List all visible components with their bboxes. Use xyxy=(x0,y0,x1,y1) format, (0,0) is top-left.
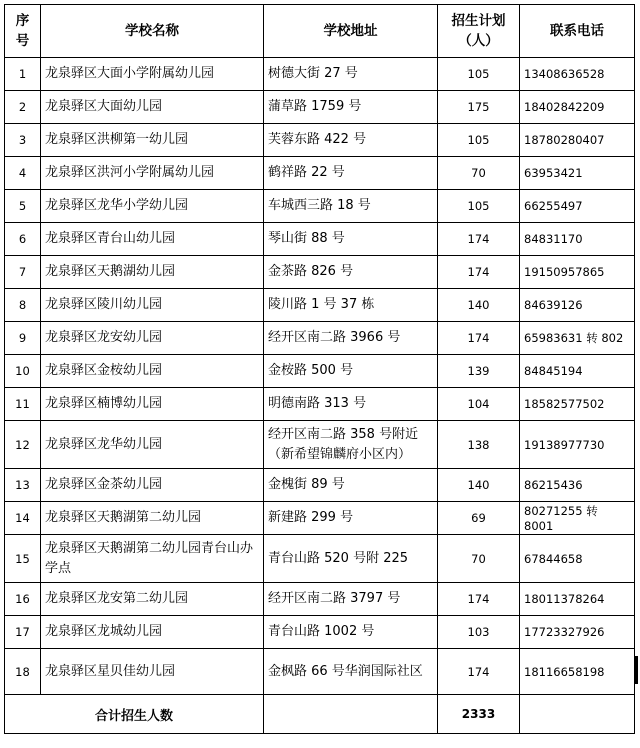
row-school-name: 龙泉驿区天鹅湖幼儿园 xyxy=(41,256,264,289)
row-phone: 67844658 xyxy=(520,535,635,583)
table-row xyxy=(5,502,635,535)
row-phone: 18582577502 xyxy=(520,388,635,421)
row-phone: 18780280407 xyxy=(520,124,635,157)
row-phone: 63953421 xyxy=(520,157,635,190)
table-row xyxy=(5,469,635,502)
row-phone: 84845194 xyxy=(520,355,635,388)
row-enrollment-plan: 175 xyxy=(438,91,520,124)
row-seq: 11 xyxy=(5,388,41,421)
table-row xyxy=(5,91,635,124)
table-row xyxy=(5,388,635,421)
row-school-name: 龙泉驿区金茶幼儿园 xyxy=(41,469,264,502)
row-seq: 10 xyxy=(5,355,41,388)
row-phone: 84831170 xyxy=(520,223,635,256)
header-row xyxy=(5,5,635,58)
row-phone: 19138977730 xyxy=(520,421,635,469)
header-seq: 序号 xyxy=(5,5,41,58)
table-row xyxy=(5,322,635,355)
row-phone: 18011378264 xyxy=(520,583,635,616)
table-row xyxy=(5,421,635,469)
table-row xyxy=(5,355,635,388)
row-school-address: 树德大街 27 号 xyxy=(264,58,438,91)
row-enrollment-plan: 140 xyxy=(438,469,520,502)
row-school-address: 新建路 299 号 xyxy=(264,502,438,535)
row-seq: 14 xyxy=(5,502,41,535)
row-school-name: 龙泉驿区天鹅湖第二幼儿园 xyxy=(41,502,264,535)
row-enrollment-plan: 174 xyxy=(438,322,520,355)
table-row xyxy=(5,616,635,649)
header-enrollment-plan: 招生计划（人） xyxy=(438,5,520,58)
row-seq: 15 xyxy=(5,535,41,583)
row-school-address: 琴山街 88 号 xyxy=(264,223,438,256)
row-enrollment-plan: 174 xyxy=(438,583,520,616)
row-school-address: 蒲草路 1759 号 xyxy=(264,91,438,124)
row-school-address: 金枫路 66 号华润国际社区 xyxy=(264,649,438,695)
table-row xyxy=(5,583,635,616)
table-row xyxy=(5,223,635,256)
row-seq: 3 xyxy=(5,124,41,157)
row-seq: 7 xyxy=(5,256,41,289)
row-school-address: 金茶路 826 号 xyxy=(264,256,438,289)
row-school-name: 龙泉驿区楠博幼儿园 xyxy=(41,388,264,421)
row-seq: 18 xyxy=(5,649,41,695)
table-row xyxy=(5,124,635,157)
row-school-name: 龙泉驿区洪河小学附属幼儿园 xyxy=(41,157,264,190)
border-edge-mark xyxy=(634,656,638,684)
row-enrollment-plan: 105 xyxy=(438,124,520,157)
row-phone: 66255497 xyxy=(520,190,635,223)
table-row xyxy=(5,535,635,583)
row-phone: 17723327926 xyxy=(520,616,635,649)
header-phone: 联系电话 xyxy=(520,5,635,58)
row-enrollment-plan: 69 xyxy=(438,502,520,535)
table-row xyxy=(5,289,635,322)
row-enrollment-plan: 140 xyxy=(438,289,520,322)
row-phone: 65983631 转 802 xyxy=(520,322,635,355)
row-seq: 2 xyxy=(5,91,41,124)
row-school-name: 龙泉驿区大面小学附属幼儿园 xyxy=(41,58,264,91)
row-enrollment-plan: 138 xyxy=(438,421,520,469)
row-school-name: 龙泉驿区天鹅湖第二幼儿园青台山办学点 xyxy=(41,535,264,583)
row-seq: 6 xyxy=(5,223,41,256)
row-phone: 19150957865 xyxy=(520,256,635,289)
row-school-name: 龙泉驿区陵川幼儿园 xyxy=(41,289,264,322)
total-phone-cell xyxy=(520,695,635,734)
total-value: 2333 xyxy=(438,695,520,734)
row-seq: 4 xyxy=(5,157,41,190)
table-row xyxy=(5,157,635,190)
row-school-name: 龙泉驿区龙安幼儿园 xyxy=(41,322,264,355)
row-enrollment-plan: 70 xyxy=(438,157,520,190)
row-enrollment-plan: 139 xyxy=(438,355,520,388)
row-phone: 80271255 转 8001 xyxy=(520,502,635,535)
row-school-address: 陵川路 1 号 37 栋 xyxy=(264,289,438,322)
row-school-address: 青台山路 1002 号 xyxy=(264,616,438,649)
total-label: 合计招生人数 xyxy=(5,695,264,734)
row-seq: 5 xyxy=(5,190,41,223)
row-phone: 86215436 xyxy=(520,469,635,502)
row-school-name: 龙泉驿区龙华小学幼儿园 xyxy=(41,190,264,223)
row-school-address: 经开区南二路 3966 号 xyxy=(264,322,438,355)
row-phone: 18402842209 xyxy=(520,91,635,124)
row-school-address: 芙蓉东路 422 号 xyxy=(264,124,438,157)
header-school-name: 学校名称 xyxy=(41,5,264,58)
row-school-name: 龙泉驿区青台山幼儿园 xyxy=(41,223,264,256)
row-school-name: 龙泉驿区龙安第二幼儿园 xyxy=(41,583,264,616)
header-school-address: 学校地址 xyxy=(264,5,438,58)
row-seq: 12 xyxy=(5,421,41,469)
row-school-address: 车城西三路 18 号 xyxy=(264,190,438,223)
row-school-name: 龙泉驿区金桉幼儿园 xyxy=(41,355,264,388)
total-row xyxy=(5,695,635,734)
row-school-address: 青台山路 520 号附 225 xyxy=(264,535,438,583)
row-seq: 8 xyxy=(5,289,41,322)
row-school-name: 龙泉驿区星贝佳幼儿园 xyxy=(41,649,264,695)
enrollment-table xyxy=(4,4,635,734)
row-seq: 16 xyxy=(5,583,41,616)
row-school-name: 龙泉驿区洪柳第一幼儿园 xyxy=(41,124,264,157)
row-seq: 1 xyxy=(5,58,41,91)
row-seq: 17 xyxy=(5,616,41,649)
total-empty-cell xyxy=(264,695,438,734)
table-row xyxy=(5,190,635,223)
row-school-address: 鹤祥路 22 号 xyxy=(264,157,438,190)
row-school-address: 金桉路 500 号 xyxy=(264,355,438,388)
row-phone: 13408636528 xyxy=(520,58,635,91)
table-row xyxy=(5,649,635,695)
row-school-name: 龙泉驿区龙华幼儿园 xyxy=(41,421,264,469)
row-school-name: 龙泉驿区龙城幼儿园 xyxy=(41,616,264,649)
row-school-address: 经开区南二路 3797 号 xyxy=(264,583,438,616)
row-enrollment-plan: 105 xyxy=(438,190,520,223)
row-phone: 18116658198 xyxy=(520,649,635,695)
row-enrollment-plan: 174 xyxy=(438,649,520,695)
row-enrollment-plan: 103 xyxy=(438,616,520,649)
row-seq: 13 xyxy=(5,469,41,502)
table-body xyxy=(5,58,635,695)
row-school-name: 龙泉驿区大面幼儿园 xyxy=(41,91,264,124)
row-enrollment-plan: 70 xyxy=(438,535,520,583)
table-row xyxy=(5,58,635,91)
row-seq: 9 xyxy=(5,322,41,355)
row-enrollment-plan: 174 xyxy=(438,256,520,289)
table-row xyxy=(5,256,635,289)
row-school-address: 明德南路 313 号 xyxy=(264,388,438,421)
row-school-address: 经开区南二路 358 号附近（新希望锦麟府小区内） xyxy=(264,421,438,469)
row-enrollment-plan: 105 xyxy=(438,58,520,91)
row-school-address: 金槐街 89 号 xyxy=(264,469,438,502)
row-phone: 84639126 xyxy=(520,289,635,322)
row-enrollment-plan: 104 xyxy=(438,388,520,421)
row-enrollment-plan: 174 xyxy=(438,223,520,256)
